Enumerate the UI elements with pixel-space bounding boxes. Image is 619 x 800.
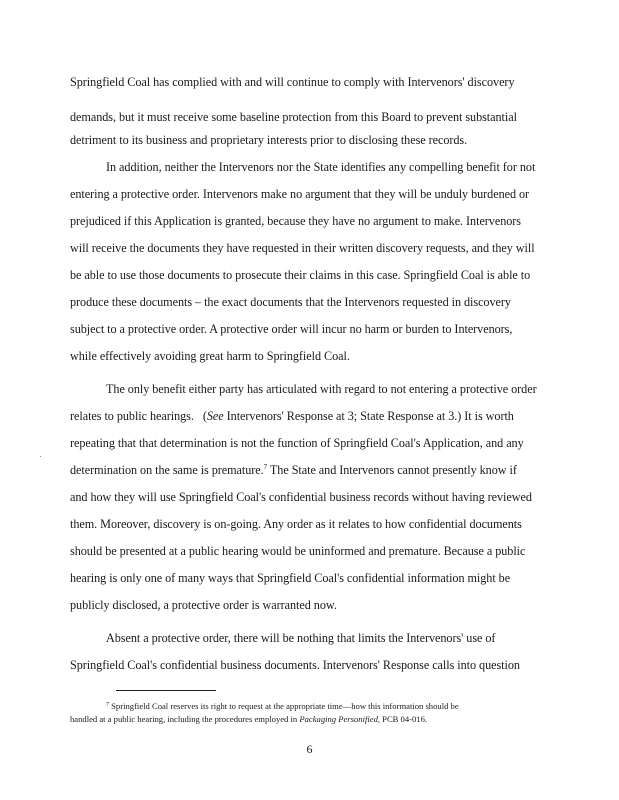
citation-signal: See <box>206 409 224 423</box>
body-line: The only benefit either party has articulated with regard to not entering a protective order <box>106 382 537 396</box>
footnote-text: Springfield Coal reserves its right to request at the appropriate time—how this information should be <box>109 701 459 711</box>
page-number: 6 <box>306 742 313 756</box>
body-line: them. Moreover, discovery is on-going. Any order as it relates to how confidential documents <box>70 517 522 531</box>
body-line: detriment to its business and proprietary interests prior to disclosing these records. <box>70 133 468 147</box>
footnote-text: handled at a public hearing, including the procedures employed in <box>70 714 300 724</box>
scan-speck <box>40 456 41 457</box>
body-line: should be presented at a public hearing would be uninformed and premature. Because a public <box>70 544 526 558</box>
body-line: demands, but it must receive some baseline protection from this Board to prevent substantial <box>70 110 517 124</box>
body-line: Absent a protective order, there will be nothing that limits the Intervenors' use of <box>106 631 496 645</box>
footnote-line <box>106 701 459 711</box>
body-line: Springfield Coal's confidential business documents. Intervenors' Response calls into question <box>70 658 520 672</box>
body-line: produce these documents – the exact documents that the Intervenors requested in discovery <box>70 295 511 309</box>
body-line: will receive the documents they have requested in their written discovery requests, and they will <box>70 241 535 255</box>
body-line: while effectively avoiding great harm to Springfield Coal. <box>70 349 350 363</box>
footnote-separator <box>116 690 216 691</box>
body-text: relates to public hearings. <box>70 409 194 423</box>
citation-open-paren: ( <box>202 409 207 423</box>
body-line-with-footnote-ref <box>70 463 517 477</box>
footnote-reference[interactable]: 7 <box>263 463 268 471</box>
body-line: entering a protective order. Intervenors make no argument that they will be unduly burdened or <box>70 187 530 201</box>
body-line: Springfield Coal has complied with and will continue to comply with Intervenors' discovery <box>70 75 515 89</box>
body-line: be able to use those documents to prosecute their claims in this case. Springfield Coal is able to <box>70 268 531 282</box>
footnote-line <box>70 714 427 724</box>
body-line: hearing is only one of many ways that Springfield Coal's confidential information might be <box>70 571 511 585</box>
body-line: repeating that that determination is not the function of Springfield Coal's Application, and any <box>70 436 524 450</box>
footnote-number: 7 <box>106 702 109 708</box>
footnote-case-name: Packaging Personified, <box>299 714 381 724</box>
body-text: determination on the same is premature. <box>70 463 264 477</box>
body-line: subject to a protective order. A protective order will incur no harm or burden to Intervenors, <box>70 322 513 336</box>
citation-after-text: It is worth <box>461 409 514 423</box>
body-line: publicly disclosed, a protective order is warranted now. <box>70 598 337 612</box>
citation-text: Intervenors' Response at 3; State Response at 3.) <box>223 409 462 423</box>
body-line-with-citation <box>70 409 514 423</box>
body-text: The State and Intervenors cannot presently know if <box>267 463 517 477</box>
footnote-text: PCB 04-016. <box>380 714 428 724</box>
body-line: and how they will use Springfield Coal's confidential business records without having reviewed <box>70 490 532 504</box>
body-line: prejudiced if this Application is granted, because they have no argument to make. Intervenors <box>70 214 522 228</box>
body-line: In addition, neither the Intervenors nor the State identifies any compelling benefit for not <box>106 160 536 174</box>
